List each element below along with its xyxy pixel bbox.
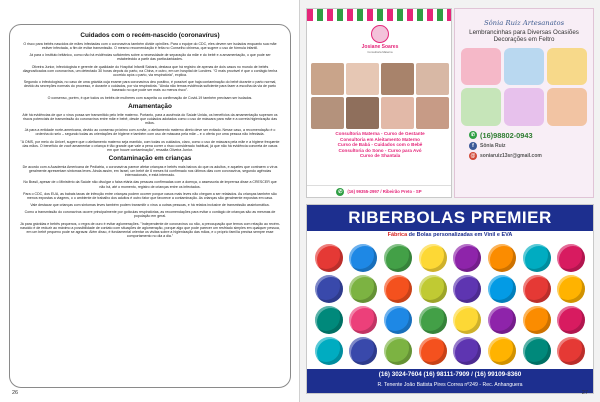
ball-image — [419, 275, 447, 303]
phone-row — [469, 131, 593, 140]
ball-image — [384, 337, 412, 365]
services-list — [309, 131, 451, 159]
page-number-right: 27 — [581, 390, 588, 396]
ball-image — [349, 337, 377, 365]
brand-name: Sônia Ruiz Artesanatos — [483, 19, 565, 27]
paragraph: Para o CDC, dos EUA, as babais taxas de infecção entre crianças podem ocorrer porque casos mais leves não chegam a ser relatados. As crianças também são menos expostas a viagens, o o ambiente de trabalho dos adultos é outro fator que favorece a contaminação. As crianças são geralmente expostas em casa. — [23, 191, 277, 200]
photo — [381, 63, 414, 95]
whatsapp-icon: ✆ — [470, 132, 476, 139]
ball-image — [557, 306, 585, 334]
photo — [416, 63, 449, 95]
ball-image — [315, 306, 343, 334]
paragraph: Já para o Instituto britânico, como não há evidências suficientes sobre a necessidade de separação da mãe e do bebê e a amamentação, o que pode ser estabelecido a partir das particularidades. — [29, 53, 271, 62]
section-title: Contaminação em crianças — [108, 154, 192, 162]
ad-title: RIBERBOLAS PREMIER — [348, 208, 552, 227]
ball-image — [557, 337, 585, 365]
email-icon: @ — [470, 152, 476, 159]
service-item: Curso de Shantala — [359, 153, 401, 159]
section-amamentacao — [20, 103, 280, 152]
baby-icon — [371, 25, 389, 43]
ball-image — [384, 275, 412, 303]
service-item: Consultoria Materna - Curso de Gestante — [335, 131, 425, 136]
paragraph: Já para grávidas e bebês pequenos, o regra de ouro é evitar aglomerações. "Independente de coronavírus ou não, a preocupação que temos com relação ao recém-nascido é de reduzir ao máximo a possibilidade de contato com situações de aglomeração, porque algo que pode parecer um resfriado simples em qualquer pessoa, em um bebê pequeno pode se agravar. Além disso, é fundamental orientar os visitas sobre a higienização das mãos, e o próprio família precisa sempre esse comportamento no dia a dia." — [20, 221, 280, 238]
ball-image — [488, 337, 516, 365]
section-title: Amamentação — [128, 102, 172, 110]
service-item: Consultoria em Aleitamento Materno — [340, 136, 420, 142]
photo — [547, 88, 587, 126]
ball-grid — [313, 244, 587, 362]
logo-name: Josiane Soares — [361, 44, 399, 50]
ball-image — [315, 244, 343, 272]
paragraph: No Brasil, apesar de o Ministério da Saúde não divulgar o faixa etária das pessoas confirmadas com a doença, o assessoria de imprensa disse a CRESCER que não há, até o momento, registro de crianças entre os infectados. — [23, 180, 277, 189]
paragraph: O risco para bebês nascidos de mães infectadas com o coronavírus também divide opiniões. Para o equipe do CDC, eles devem ser isolados enquanto sua mãe estiver infectada, a fim de evitar transmissão. O mesmo recomendação é feita no Conselho chinesa, que sugere o uso de fórmula infantil. — [23, 42, 277, 51]
ball-image — [453, 337, 481, 365]
ball-image — [349, 244, 377, 272]
tagline-1: Lembrancinhas para Diversas Ocasiões — [469, 29, 579, 36]
logo-subtitle: Consultoria Materna — [367, 50, 393, 54]
section-criancas — [20, 155, 280, 238]
ball-image — [557, 275, 585, 303]
section-title: Cuidados com o recém-nascido (coronavírus) — [80, 32, 220, 39]
photo — [547, 48, 587, 86]
ad-josiane-soares — [306, 8, 452, 198]
ball-image — [315, 275, 343, 303]
address: R. Tenente João Batista Pires Correa nº249 - Rec. Anhanguera — [377, 382, 523, 388]
photo — [311, 63, 344, 95]
photo — [461, 48, 501, 86]
paragraph: Vale destacar que crianças com sintomas leves também podem transmitir o vírus a outras pessoas, e há relatos inclusive de transmissão assintomática. — [30, 203, 270, 208]
photo — [381, 97, 414, 129]
photo — [504, 88, 544, 126]
section-recem-nascido — [20, 32, 280, 100]
photo — [461, 88, 501, 126]
paragraph: Oliveira Junior, infectologista e gerente de qualidade do Hospital Infantil Sabará, destaca que há registro de apenas de dois casos no mundo de bebês diagnosticados com coronavírus, um detectado 30 horas depois do parto, na China, e outro, em um hospital de Londres. "O mais provável é que o contágio tenha ocorrido após o parto, via respiratória", explica. — [22, 64, 278, 77]
right-page — [300, 0, 600, 402]
photo — [416, 97, 449, 129]
email-address: soniaruiz13sr@gmail.com — [480, 152, 542, 159]
ball-image — [419, 337, 447, 365]
decorative-stripes — [307, 9, 451, 21]
contact-text: (16) 99355-2997 / Ribeirão Preto - SP — [347, 189, 422, 194]
photo — [311, 97, 344, 129]
ball-image — [384, 244, 412, 272]
felt-photos — [461, 48, 587, 126]
tagline-2: Decorações em Feltro — [493, 36, 555, 44]
phone-numbers: (16) 3024-7604 (16) 98111-7909 / (16) 99109-8360 — [378, 371, 522, 378]
photo — [346, 63, 379, 95]
ball-image — [488, 275, 516, 303]
ad-riberbolas — [306, 204, 594, 394]
phone-number: (16)98802-0943 — [480, 130, 533, 140]
ball-image — [523, 306, 551, 334]
photo-grid — [311, 63, 449, 129]
service-item: Consultoria do Sono - Curso para Avó — [338, 147, 422, 153]
paragraph: Até há evidências de que o vírus possa ser transmitido pelo leite materno. Portanto, para a ausência do Saúde Unida, os benefícios da amamentação superam os riscos potenciais de transmissão do coronavírus entre mãe e bebê, desde que cuidados adotados como o uso de máscara para mãe e a correta higienização das mãos. — [22, 112, 278, 126]
service-item: Curso de Babá - Cuidados com o Bebê — [337, 142, 423, 148]
ball-image — [315, 337, 343, 365]
whatsapp-icon: ✆ — [338, 188, 343, 195]
ball-image — [453, 244, 481, 272]
photo — [346, 97, 379, 129]
ball-image — [488, 244, 516, 272]
ad-sonia-ruiz — [454, 8, 594, 198]
ball-image — [384, 306, 412, 334]
paragraph: O consenso, porém, é que todos os bebês de mulheres com suspeita ou confirmação de Covid-19 também precisam ser isolados. — [47, 95, 253, 100]
ball-image — [453, 275, 481, 303]
ball-image — [349, 275, 377, 303]
subtitle-lead: Fábrica — [387, 232, 408, 238]
page-number-left: 26 — [12, 390, 19, 396]
contact-bar — [307, 185, 451, 197]
photo — [504, 48, 544, 86]
facebook-name: Sônia Ruiz — [480, 142, 506, 149]
facebook-row — [469, 142, 593, 150]
ball-image — [488, 306, 516, 334]
ball-image — [523, 275, 551, 303]
paragraph: Já para a entidade norte-americana, devido ao consenso próximo com a mãe, o aleitamento materno direto deve ser evitado. Nesse caso, a recomendação é o ordenha do seio – segundo todas as orientações de higiene e também com uso de máscara pela mãe – e o oferta por uma pessoa não infectada. — [24, 128, 276, 137]
ball-image — [419, 306, 447, 334]
ball-image — [523, 244, 551, 272]
subtitle-rest: de Bolas personalizadas em Vinil e EVA — [407, 232, 513, 238]
ball-image — [557, 244, 585, 272]
ball-image — [453, 306, 481, 334]
facebook-icon: f — [469, 142, 477, 150]
logo — [354, 23, 406, 61]
ad-subtitle — [307, 231, 593, 240]
paragraph: Como a transmissão do coronavírus ocorre principalmente por gotículas respiratórias, as recomendações para evitar o contágio de crianças são as mesmas de população em geral. — [24, 210, 276, 219]
paragraph: "A OMS, por meio do Unicef, sugere que o aleitamento materno seja mantido, com todas os cuidados, claro, como o uso de máscara pela mãe e a higiene frequente das mãos. O benefício de você amamentar o criança é tão grande que vale a pena correr o risco considerado habitual, já que não há evidência concreta de casos em que houve contaminação", ressalta Oliveira Junior. — [20, 139, 280, 152]
title-band — [307, 205, 593, 231]
contact-band — [307, 369, 593, 393]
ball-image — [419, 244, 447, 272]
ball-image — [523, 337, 551, 365]
paragraph: De acordo com a Academia Americana de Pediatria, o coronavírus parece afetar crianças e bebês mais baixos do que os adultos, e aqueles que contraem o vírus geralmente apresentam sintomas leves. Ainda assim, em Israel, um bebê de 6 meses foi confirmado nos últimos dias com coronavírus, segundo agências internacionais, e está internado. — [22, 164, 278, 178]
paragraph: Segundo o infectologista, no caso de uma grávida cuja exame para coronavírus deu positivo, é possível que haja contaminação do bebê durante o parto normal, devido às secreções normais do processo, e durante o cuidados, por via respiratória. "Ainda não temas evidência suficiente para fazer a escolha da via de parto baseado no que pode ser mais ou menos risco". — [23, 80, 277, 93]
ball-image — [349, 306, 377, 334]
email-row — [469, 152, 593, 160]
article-frame — [9, 24, 291, 388]
